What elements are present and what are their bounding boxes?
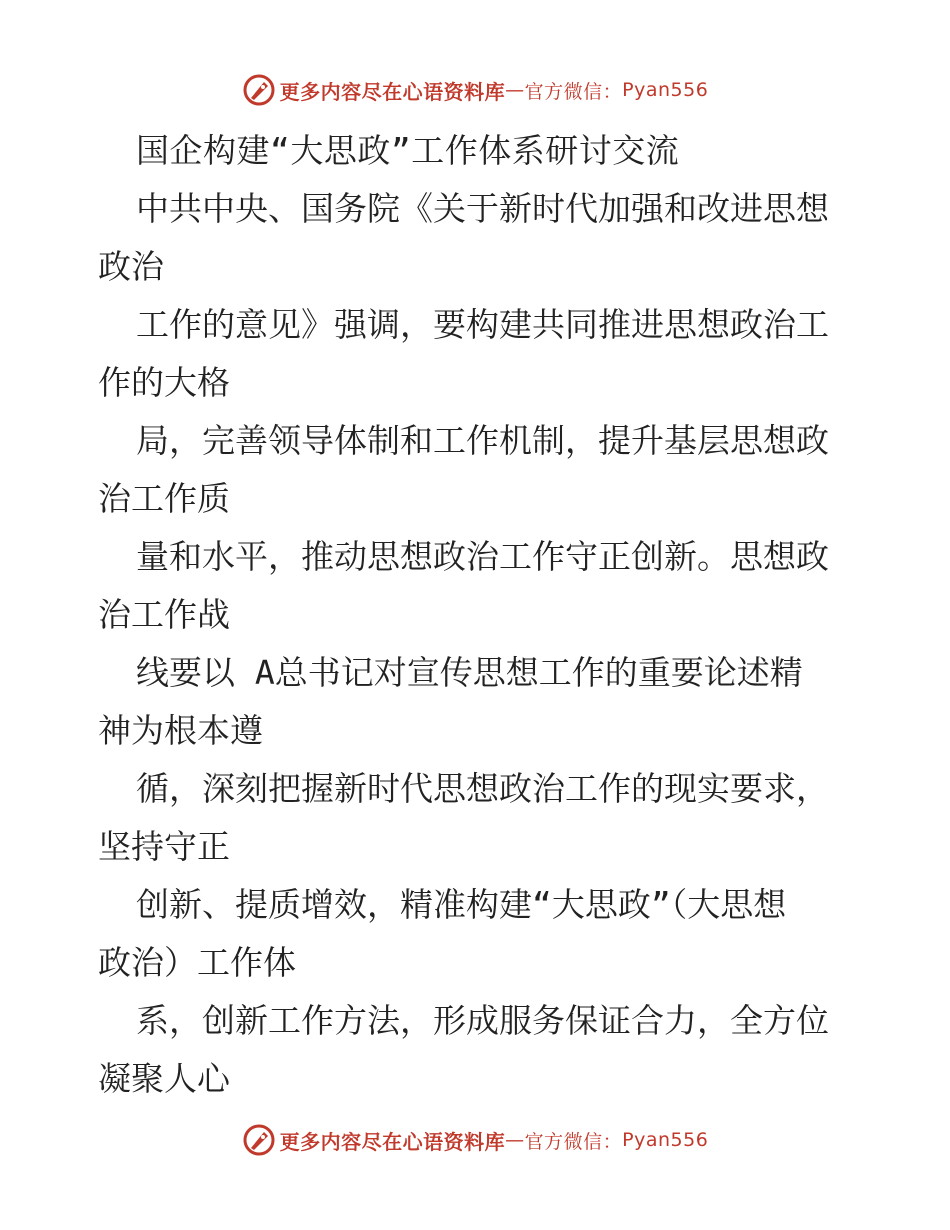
watermark-wechat-id: Pyan556	[622, 1129, 709, 1151]
watermark-separator: —	[505, 1129, 525, 1151]
text-line: 坚持守正	[98, 827, 230, 866]
watermark-wechat-id: Pyan556	[622, 79, 709, 101]
header-watermark-content	[242, 73, 709, 107]
text-line: 作的大格	[98, 363, 230, 402]
text-line: 量和水平，推动思想政治工作守正创新。思想政	[136, 537, 829, 576]
pen-nib-logo-icon	[242, 73, 280, 107]
pen-nib-logo-icon	[242, 1123, 280, 1157]
footer-watermark	[0, 1120, 950, 1160]
watermark-brand-text: 更多内容尽在心语资料库	[279, 79, 506, 104]
watermark-wechat-label: 官方微信：	[524, 80, 623, 103]
text-line: 局，完善领导体制和工作机制，提升基层思想政	[136, 421, 829, 460]
text-line: 系，创新工作方法，形成服务保证合力，全方位	[136, 1001, 829, 1040]
text-line: 循，深刻把握新时代思想政治工作的现实要求，	[136, 769, 829, 808]
watermark-brand-text: 更多内容尽在心语资料库	[279, 1129, 506, 1154]
text-line: 神为根本遵	[98, 711, 263, 750]
watermark-wechat-label: 官方微信：	[524, 1130, 623, 1153]
text-line: 工作的意见》强调，要构建共同推进思想政治工	[136, 305, 829, 344]
watermark-separator: —	[505, 79, 525, 101]
footer-watermark-content	[242, 1123, 709, 1157]
text-line: 治工作战	[98, 595, 230, 634]
text-line: 政治	[98, 247, 164, 286]
document-title: 国企构建“大思政”工作体系研讨交流	[136, 131, 680, 170]
document-body	[98, 122, 858, 1108]
text-line: 中共中央、国务院《关于新时代加强和改进思想	[136, 189, 829, 228]
text-line: 凝聚人心	[98, 1059, 230, 1098]
text-line: 创新、提质增效，精准构建“大思政”（大思想	[136, 885, 787, 924]
header-watermark	[0, 70, 950, 110]
text-line: 线要以 A总书记对宣传思想工作的重要论述精	[136, 653, 803, 692]
text-line: 治工作质	[98, 479, 230, 518]
text-line: 政治）工作体	[98, 943, 296, 982]
